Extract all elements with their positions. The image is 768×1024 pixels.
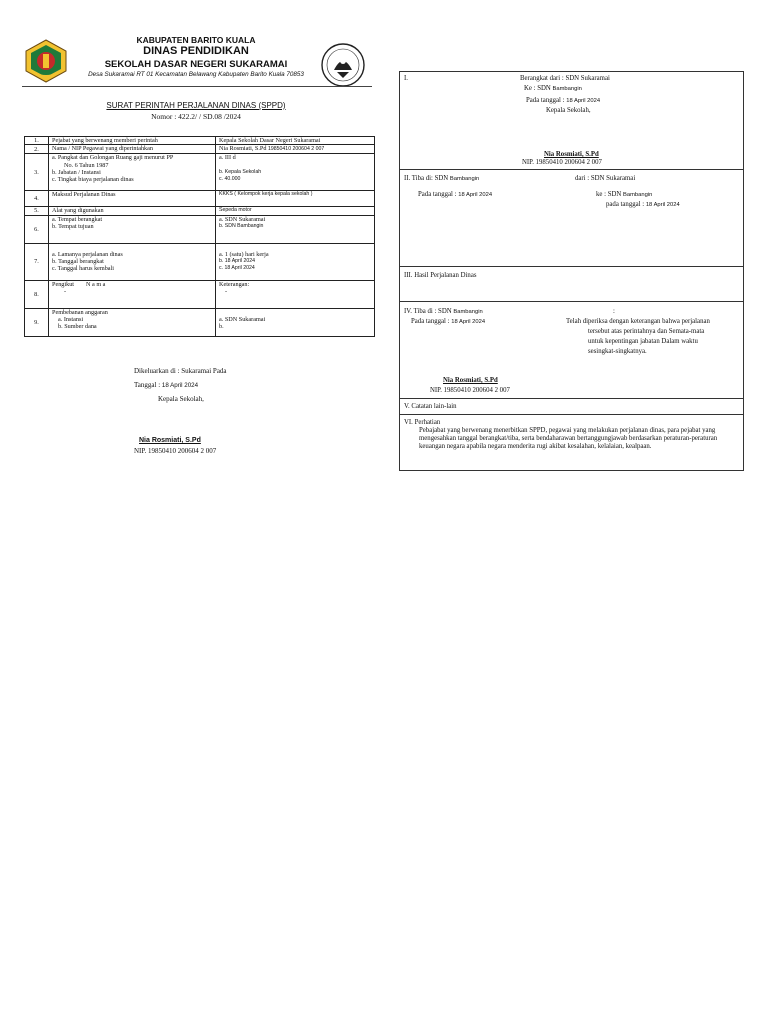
employee-name: Nia Rosmiati, S.Pd <box>219 145 267 153</box>
notes-label: V. Catatan lain-lain <box>404 403 457 410</box>
row-value <box>216 280 375 308</box>
row-value: Sepeda motor <box>216 207 375 215</box>
destination-label: b. Tempat tujuan <box>52 222 94 230</box>
remarks-label: Keterangan: <box>219 280 250 288</box>
section-attention <box>400 415 743 471</box>
regency-name: KABUPATEN BARITO KUALA <box>136 35 256 45</box>
cost-level-value: c. 40.000 <box>219 176 241 183</box>
row-number: 3. <box>25 154 49 191</box>
agency-value: a. SDN Sukaramai <box>219 315 266 323</box>
arrival-date-value: 18 April 2024 <box>458 192 493 198</box>
destination-value: b. SDN Bambangin <box>219 222 264 229</box>
rank-label: a. Pangkat dan Golongan Ruang gaji menurut PP <box>52 154 174 162</box>
departure-to-label: Ke : SDN <box>524 85 551 92</box>
row-number: 1. <box>25 137 49 145</box>
row-number: 9. <box>25 308 49 336</box>
arrival-place <box>404 174 479 184</box>
fund-source-label: b. Sumber dana <box>58 323 97 331</box>
row-number: 8. <box>25 280 49 308</box>
table-row <box>25 137 375 145</box>
next-destination-value: Bambangin <box>623 192 653 198</box>
departure-to-value: Bambangin <box>552 86 582 92</box>
row-number: 2. <box>25 145 49 154</box>
row-value <box>216 154 375 191</box>
final-arrival-value: Bambangin <box>453 309 483 315</box>
next-destination-date <box>606 200 680 210</box>
row-number: 5. <box>25 207 49 215</box>
section-departure <box>400 72 743 170</box>
remarks-value: - <box>225 287 228 295</box>
issued-date-label: Tanggal : <box>134 381 161 389</box>
arrival-date <box>418 190 492 200</box>
final-arrival-date-label: Pada tanggal : <box>411 318 450 325</box>
row-label <box>49 215 216 243</box>
departure-to <box>524 84 582 94</box>
row-label <box>49 308 216 336</box>
section-arrival-2 <box>400 302 743 399</box>
return-date-value: c. 18 April 2024 <box>219 265 255 272</box>
departure-date-label: b. Tanggal berangkat <box>52 258 104 265</box>
office-name: DINAS PENDIDIKAN <box>143 45 249 57</box>
followers-value: - <box>64 287 67 295</box>
issued-place: Dikeluarkan di : Sukaramai Pada <box>134 367 227 375</box>
attention-note: Pebajabat yang berwenang menerbitkan SPPD, pegawai yang melakukan perjalanan dinas, para pejabat yang mengesahkan tanggal berangkat/tiba, serta bendaharawan bertanggungjawab berdasarkan peraturan-peraturan keuangan negara apabila negara menderita rugi akibat kesalahan, kelalaian, kealpaan. <box>419 427 718 450</box>
row-label: Nama / NIP Pegawai yang diperintahkan <box>49 145 216 154</box>
verification-text-1: Telah diperiksa dengan keterangan bahwa perjalanan <box>566 318 710 325</box>
rank-label-cont: No. 6 Tahun 1987 <box>64 161 109 169</box>
row-label: Pejabat yang berwenang memberi perintah <box>49 137 216 145</box>
row-value <box>216 308 375 336</box>
departure-place-label: a. Tempat berangkat <box>52 215 103 223</box>
followers-label: Pengikut <box>52 280 75 288</box>
document-number: Nomor : 422.2/ / SD.08 /2024 <box>151 112 241 121</box>
signer-name: Nia Rosmiati, S.Pd <box>544 151 599 158</box>
final-arrival-place <box>404 307 483 317</box>
school-address: Desa Sukaramai RT 01 Kecamatan Belawang Kabupaten Barito Kuala 70853 <box>88 71 304 78</box>
verification-text-3: untuk kepentingan jabatan Dalam waktu <box>588 338 698 345</box>
row-number: 6. <box>25 215 49 243</box>
followers-name-label: N a m a <box>86 280 106 288</box>
departure-date <box>526 96 600 106</box>
verification-text-4: sesingkat-singkatnya. <box>588 348 647 355</box>
table-row <box>25 215 375 243</box>
section-results <box>400 267 743 302</box>
table-row <box>25 207 375 215</box>
row-number: 4. <box>25 191 49 207</box>
arrival-label: II. Tiba di: SDN <box>404 175 449 182</box>
table-row <box>25 154 375 191</box>
row-value <box>216 145 375 154</box>
section-notes <box>400 399 743 415</box>
table-row <box>25 145 375 154</box>
fund-source-value: b. <box>219 323 224 331</box>
position-value: b. Kepala Sekolah <box>219 168 262 175</box>
row-label <box>49 243 216 280</box>
rank-value: a. III d <box>219 154 236 162</box>
row-label: Maksud Perjalanan Dinas <box>49 191 216 207</box>
results-label: III. Hasil Perjalanan Dinas <box>404 272 477 279</box>
agency-label: a. Instansi <box>58 315 84 323</box>
section-arrival-1 <box>400 170 743 267</box>
next-destination-label: ke : SDN <box>596 191 622 198</box>
employee-nip: 19850410 200604 2 007 <box>268 146 325 153</box>
duration-value: a. 1 (satu) hari kerja <box>219 250 269 258</box>
section-number: I. <box>404 75 408 82</box>
verifier-name: Nia Rosmiati, S.Pd <box>443 377 498 384</box>
school-name: SEKOLAH DASAR NEGERI SUKARAMAI <box>104 59 288 70</box>
next-destination-date-value: 18 April 2024 <box>645 202 680 208</box>
final-arrival-date <box>411 317 485 327</box>
signer-position: Kepala Sekolah, <box>158 395 204 403</box>
table-row <box>25 243 375 280</box>
row-label <box>49 154 216 191</box>
departure-date-label: Pada tanggal : <box>526 97 565 104</box>
budget-label: Pembebanan anggaran <box>52 308 108 316</box>
sppd-table <box>24 136 375 337</box>
table-row <box>25 280 375 308</box>
arrival-date-label: Pada tanggal : <box>418 191 457 198</box>
verifier-nip: NIP. 19850410 200604 2 007 <box>430 387 510 394</box>
position-label: b. Jabatan / Instansi <box>52 168 101 176</box>
signer-name: Nia Rosmiati, S.Pd <box>139 437 201 444</box>
cost-level-label: c. Tingkat biaya perjalanan dinas <box>52 176 134 184</box>
departure-from: Berangkat dari : SDN Sukaramai <box>520 75 610 82</box>
final-arrival-date-value: 18 April 2024 <box>451 319 486 325</box>
row-value <box>216 215 375 243</box>
departure-date-value: 18 April 2024 <box>566 98 601 104</box>
row-number: 7. <box>25 243 49 280</box>
document-title: SURAT PERINTAH PERJALANAN DINAS (SPPD) <box>106 101 286 110</box>
row-label: Alat yang digunakan <box>49 207 216 215</box>
next-destination <box>596 190 652 200</box>
departure-date-value: b. 18 April 2024 <box>219 258 256 264</box>
arrival-value: Bambangin <box>449 176 480 182</box>
arrival-from: dari : SDN Sukaramai <box>575 175 636 182</box>
verification-text-2: tersebut atas perintahnya dan Semata-mata <box>588 328 705 335</box>
duration-label: a. Lamanya perjalanan dinas <box>52 250 123 258</box>
regency-emblem-icon <box>24 39 68 83</box>
travel-verification-panel <box>399 71 744 471</box>
final-arrival-label: IV. Tiba di : SDN <box>404 308 452 315</box>
row-label <box>49 280 216 308</box>
tut-wuri-handayani-icon <box>320 42 366 88</box>
colon-mark: : <box>613 308 615 315</box>
signer-position: Kepala Sekolah, <box>546 107 591 114</box>
row-value <box>216 243 375 280</box>
issued-date-value: 18 April 2024 <box>161 382 199 389</box>
row-value: Kepala Sekolah Dasar Negeri Sukaramai <box>216 137 375 145</box>
table-row <box>25 191 375 207</box>
departure-place-value: a. SDN Sukaramai <box>219 215 266 223</box>
signer-nip: NIP. 19850410 200604 2 007 <box>134 447 217 455</box>
attention-label: VI. Perhatian <box>404 419 441 426</box>
row-value: KKKS ( Kelompok kerja kepala sekolah ) <box>216 191 375 207</box>
next-destination-date-label: pada tanggal : <box>606 201 645 208</box>
issued-date <box>134 381 198 389</box>
return-date-label: c. Tanggal harus kembali <box>52 265 114 273</box>
signer-nip: NIP. 19850410 200604 2 007 <box>522 159 602 166</box>
table-row <box>25 308 375 336</box>
letterhead-divider <box>22 86 372 87</box>
